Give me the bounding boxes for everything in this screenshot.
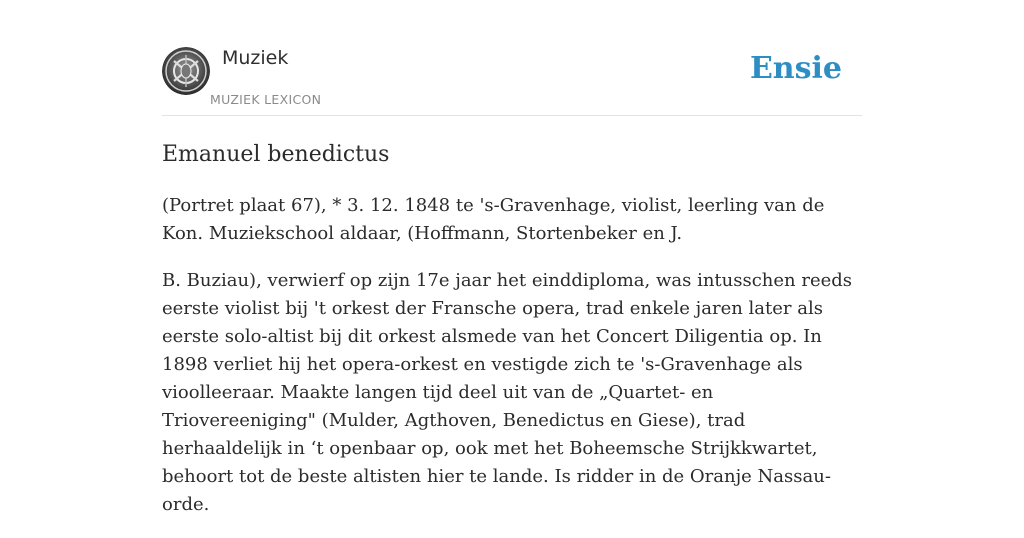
- article-body: [162, 192, 862, 538]
- brand-logo[interactable]: Ensie: [749, 51, 842, 86]
- article-paragraph: B. Buziau), verwierf op zijn 17e jaar het einddiploma, was intusschen reeds eerste violist bij 't orkest der Fransche opera, trad enkele jaren later als eerste solo-altist bij dit orkest alsmede van het Concert Diligentia op. In 1898 verliet hij het opera-orkest en vestigde zich te 's-Gravenhage als vioolleeraar. Maakte langen tijd deel uit van de „Quartet- en Triovereeniging" (Mulder, Agthoven, Benedictus en Giese), trad herhaaldelijk in ‘t openbaar op, ook met het Boheemsche Strijkkwartet, behoort tot de beste altisten hier te lande. Is ridder in de Oranje Nassau-orde.: [162, 270, 853, 515]
- article-paragraph: (Portret plaat 67), * 3. 12. 1848 te 's-Gravenhage, violist, leerling van de Kon. Muziekschool aldaar, (Hoffmann, Stortenbeker en J.: [162, 195, 825, 244]
- source-name[interactable]: Muziek: [222, 47, 289, 69]
- source-subtitle[interactable]: MUZIEK LEXICON: [210, 92, 322, 107]
- music-emblem-icon[interactable]: [162, 47, 210, 95]
- article-title: Emanuel benedictus: [162, 142, 390, 167]
- site-header: [162, 0, 862, 116]
